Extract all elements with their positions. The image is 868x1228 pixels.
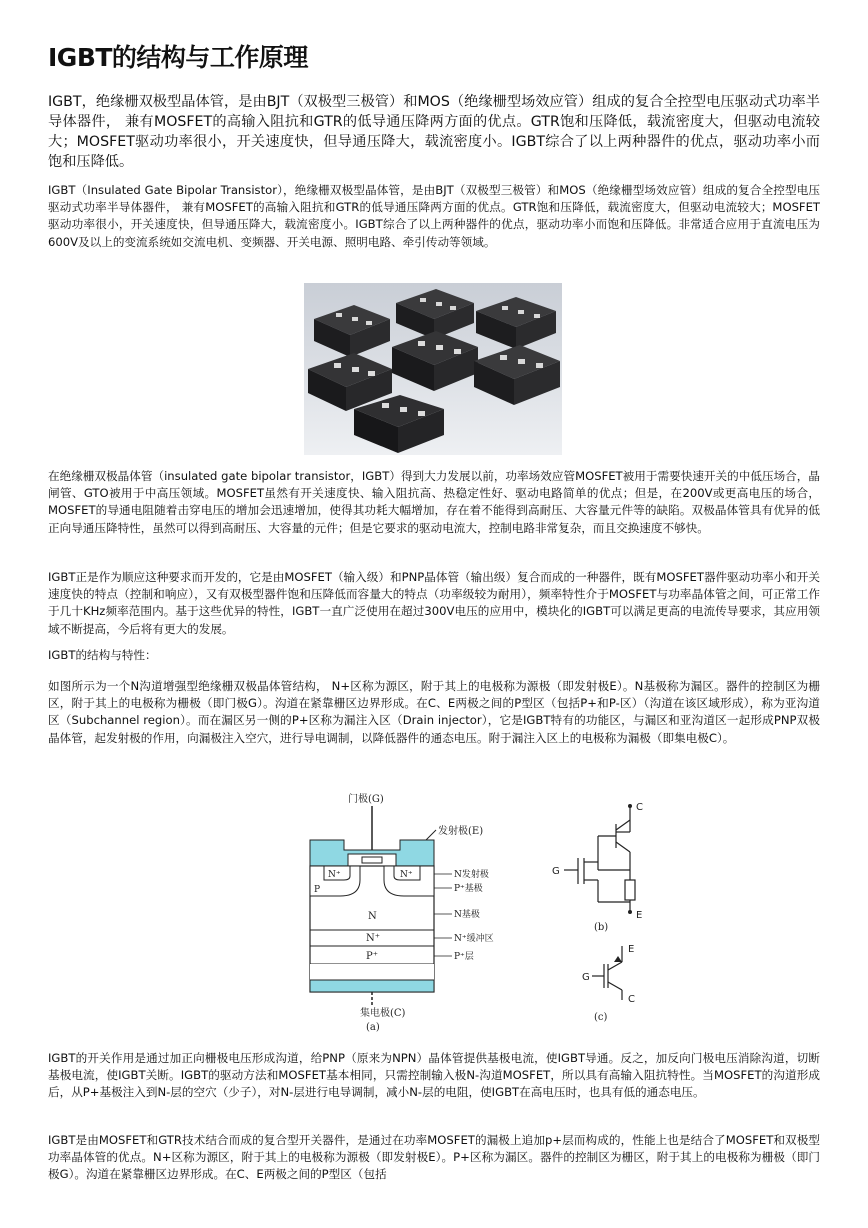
label-p-base: P⁺基极 xyxy=(454,884,483,894)
gate-label: 门极(G) xyxy=(348,794,384,805)
terminal-c-b: C xyxy=(636,802,643,813)
igbt-structure-figure xyxy=(248,784,668,1032)
section-heading-structure: IGBT的结构与特性： xyxy=(48,648,157,662)
label-p-layer: P⁺层 xyxy=(454,952,474,962)
caption-b: (b) xyxy=(594,922,609,933)
region-nplus-right: N⁺ xyxy=(400,870,413,880)
terminal-c-c: C xyxy=(628,994,635,1005)
region-n-buffer: N⁺ xyxy=(366,933,381,944)
paragraph-switching: IGBT的开关作用是通过加正向栅极电压形成沟道，给PNP（原来为NPN）晶体管提供基极电流，使IGBT导通。反之，加反向门极电压消除沟道，切断基极电流，使IGBT关断。IGBT的驱动方法和MOSFET基本相同，只需控制输入极N-沟道MOSFET，所以具有高输入阻抗特性。当MOSFET的沟道形成后，从P+基极注入到N-层的空穴（少子），对N-层进行电导调制，减小N-层的电阻，使IGBT在高电压时，也具有低的通态电压。 xyxy=(48,1051,820,1100)
paragraph-intro: IGBT（Insulated Gate Bipolar Transistor），绝缘栅双极型晶体管，是由BJT（双极型三极管）和MOS（绝缘栅型场效应管）组成的复合全控型电压驱动式功率半导体器件， 兼有MOSFET的高输入阻抗和GTR的低导通压降两方面的优点。GTR饱和压降低，载流密度大，但驱动电流较大；MOSFET驱动功率很小，开关速度快，但导通压降大，载流密度小。IGBT综合了以上两种器件的优点，驱动功率小而饱和压降低。非常适合应用于直流电压为600V及以上的变流系统如交流电机、变频器、开关电源、照明电路、牵引传动等领域。 xyxy=(48,183,820,249)
region-p-layer: P⁺ xyxy=(366,951,379,962)
label-n-base: N基极 xyxy=(454,910,480,920)
terminal-g-c: G xyxy=(582,972,590,983)
paragraph-composite: IGBT是由MOSFET和GTR技术结合而成的复合型开关器件，是通过在功率MOSFET的漏极上追加p+层而构成的，性能上也是结合了MOSFET和双极型功率晶体管的优点。N+区称为源区，附于其上的电极称为源极（即发射极E）。P+区称为漏区。器件的控制区为栅区，附于其上的电极称为栅极（即门极G）。沟道在紧靠栅区边界形成。在C、E两极之间的P型区（包括 xyxy=(48,1133,820,1182)
paragraph-background: 在绝缘栅双极晶体管（insulated gate bipolar transistor，IGBT）得到大力发展以前，功率场效应管MOSFET被用于需要快速开关的中低压场合，晶闸管、GTO被用于中高压领域。MOSFET虽然有开关速度快、输入阻抗高、热稳定性好、驱动电路简单的优点；但是，在200V或更高电压的场合，MOSFET的导通电阻随着击穿电压的增加会迅速增加，使得其功耗大幅增加，存在着不能得到高耐压、大容量元件等的缺陷。双极晶体管具有优异的低正向导通压降特性，虽然可以得到高耐压、大容量的元件；但是它要求的驱动电流大，控制电路非常复杂，而且交换速度不够快。 xyxy=(48,469,820,535)
label-n-buffer: N⁺缓冲区 xyxy=(454,934,494,944)
region-n-base: N xyxy=(368,911,377,922)
terminal-g-b: G xyxy=(552,866,560,877)
caption-c: (c) xyxy=(594,1012,608,1023)
emitter-label: 发射极(E) xyxy=(438,826,484,837)
igbt-module-photo xyxy=(304,283,562,455)
lead-paragraph: IGBT，绝缘栅双极型晶体管，是由BJT（双极型三极管）和MOS（绝缘栅型场效应管）组成的复合全控型电压驱动式功率半导体器件， 兼有MOSFET的高输入阻抗和GTR的低导通压降两方面的优点。GTR饱和压降低，载流密度大，但驱动电流较大；MOSFET驱动功率很小，开关速度快，但导通压降大，载流密度小。IGBT综合了以上两种器件的优点，驱动功率小而饱和压降低。 xyxy=(48,94,820,170)
terminal-e-b: E xyxy=(636,910,643,921)
paragraph-structure: 如图所示为一个N沟道增强型绝缘栅双极晶体管结构， N+区称为源区，附于其上的电极称为源极（即发射极E）。N基极称为漏区。器件的控制区为栅区，附于其上的电极称为栅极（即门极G）。沟道在紧靠栅区边界形成。在C、E两极之间的P型区（包括P+和P-区）（沟道在该区域形成），称为亚沟道区（Subchannel region）。而在漏区另一侧的P+区称为漏注入区（Drain injector），它是IGBT特有的功能区，与漏区和亚沟道区一起形成PNP双极晶体管，起发射极的作用，向漏极注入空穴，进行导电调制，以降低器件的通态电压。附于漏注入区上的电极称为漏极（即集电极C）。 xyxy=(48,679,820,745)
page-title: IGBT的结构与工作原理 xyxy=(48,43,308,72)
region-p-left: P xyxy=(314,885,321,895)
label-n-emitter: N发射极 xyxy=(454,870,489,880)
terminal-e-c: E xyxy=(628,944,635,955)
caption-a: (a) xyxy=(366,1022,380,1032)
region-nplus-left: N⁺ xyxy=(328,870,341,880)
collector-label: 集电极(C) xyxy=(360,1008,406,1019)
paragraph-development: IGBT正是作为顺应这种要求而开发的，它是由MOSFET（输入级）和PNP晶体管（输出级）复合而成的一种器件，既有MOSFET器件驱动功率小和开关速度快的特点（控制和响应），又有双极型器件饱和压降低而容量大的特点（功率级较为耐用），频率特性介于MOSFET与功率晶体管之间，可正常工作于几十KHz频率范围内。基于这些优异的特性，IGBT一直广泛使用在超过300V电压的应用中，模块化的IGBT可以满足更高的电流传导要求，其应用领域不断提高，今后将有更大的发展。 xyxy=(48,570,820,636)
